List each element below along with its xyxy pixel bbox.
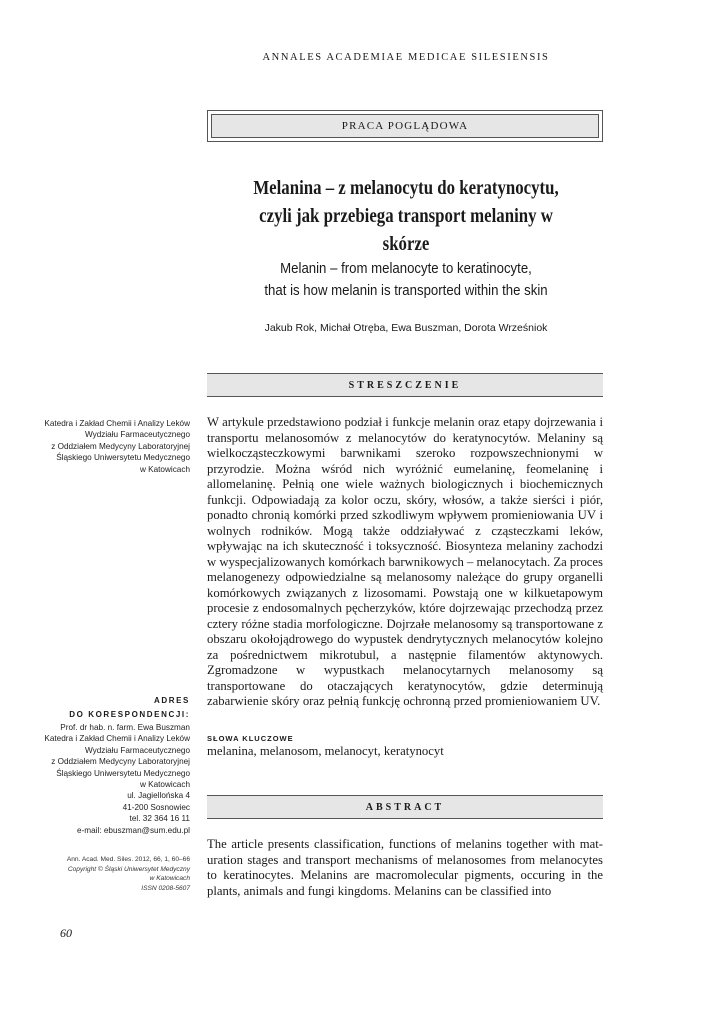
affiliation-line: Wydziału Farmaceutycznego — [84, 430, 190, 440]
section-heading-abstract: ABSTRACT — [207, 795, 603, 819]
correspondence-line: tel. 32 364 16 11 — [129, 814, 190, 824]
affiliation-line: Katedra i Zakład Chemii i Analizy Leków — [44, 419, 190, 428]
correspondence-line: Śląskiego Uniwersytetu Medycznego — [56, 768, 190, 778]
correspondence-line: Katedra i Zakład Chemii i Analizy Leków — [44, 734, 190, 744]
citation-place: w Katowicach — [149, 875, 190, 882]
article-type-label: PRACA POGLĄDOWA — [211, 114, 599, 138]
correspondence-heading-line: DO KORESPONDENCJI: — [69, 710, 190, 719]
title-english-line-2: that is how melanin is transported within the skin — [264, 282, 548, 299]
affiliation-line: z Oddziałem Medycyny Laboratoryjnej — [51, 441, 190, 451]
citation-ref: Ann. Acad. Med. Siles. 2012, 66, 1, 60–66 — [66, 856, 190, 863]
correspondence-line: Wydziału Farmaceutycznego — [84, 745, 190, 755]
correspondence-heading — [20, 694, 190, 722]
correspondence-line: z Oddziałem Medycyny Laboratoryjnej — [51, 757, 190, 767]
correspondence-email[interactable]: e-mail: ebuszman@sum.edu.pl — [77, 825, 190, 835]
journal-name: ANNALES ACADEMIAE MEDICAE SILESIENSIS — [262, 52, 550, 63]
streszczenie-text: W artykule przedstawiono podział i funkcje melanin oraz etapy dojrzewania i transportu melanosomów z melanocytów do keratynocytów. Melaniny są wielkocząsteczkowymi barwnikami szeroko rozpowszechnionymi w przyrodzie. Można wśród nich wyróżnić eumelaninę, feomelaninę i allomelaninę. Pełnią one wiele ważnych biologicznych i biochemicznych funkcji. Odpowiadają za kolor oczu, skóry, włosów, a także sierści i piór, ponadto chronią komórki przed szkodliwym wpływem promieniowania UV i wolnych rodników. Mogą także oddziaływać z cząsteczkami leków, wpływając na ich skuteczność i toksyczność. Biosynteza melaniny zachodzi w wyspecjalizowanych komórkach barwnikowych – melanocytach. Za proces melanogenezy odpowiedzialne są melanosomy należące do grupy organelli komórkowych związanych z lizosomami. Powstają one w kilkuetapowym procesie z endosomalnych pęcherzyków, które dojrzewając przechodzą przez cztery różne stadia morfologiczne. Dojrzałe melanosomy są transportowane z obszaru okołojądrowego do wypustek dendrytycznych melanocytów kolejno za pośrednictwem mikrotubul, a następnie filamentów aktynowych. Zgromadzone w wypustkach melanocytarnych melanosomy są transportowane do otaczających keratynocytów, gdzie determinują zabarwienie skóry oraz pełnią funkcję ochronną przed promieniowaniem UV. — [207, 415, 603, 708]
citation-copyright: Copyright © Śląski Uniwersytet Medyczny — [67, 865, 190, 873]
correspondence-line: w Katowicach — [139, 780, 190, 790]
title-polish — [243, 174, 569, 258]
citation — [20, 855, 190, 893]
title-polish-line-1: Melanina – z melanocytu do keratynocytu, — [253, 177, 559, 199]
title-english-line-1: Melanin – from melanocyte to keratinocyte, — [280, 260, 532, 277]
correspondence-heading-line: ADRES — [153, 696, 190, 705]
title-english — [231, 258, 581, 302]
section-heading-streszczenie: STRESZCZENIE — [207, 373, 603, 397]
keywords-label: SŁOWA KLUCZOWE — [207, 734, 294, 743]
affiliation-line: Śląskiego Uniwersytetu Medycznego — [56, 453, 190, 463]
authors: Jakub Rok, Michał Otręba, Ewa Buszman, Dorota Wrześniok — [264, 322, 548, 334]
citation-issn: ISSN 0208-5607 — [141, 884, 190, 892]
correspondence-line: 41-200 Sosnowiec — [122, 802, 190, 812]
keywords: melanina, melanosom, melanocyt, keratynocyt — [207, 744, 444, 758]
article-type-box — [207, 110, 603, 142]
affiliation — [20, 418, 190, 475]
correspondence-line: ul. Jagiellońska 4 — [127, 791, 190, 801]
abstract-text: The article presents classification, functions of melanins together with maturation stages and transport mechanisms of melanosomes from melanocytes to keratinocytes. Melanins are macromolecular pigments, occuring in the plants, animals and fungi kingdoms. Melanins can be classified into — [207, 837, 603, 898]
correspondence-address — [20, 722, 190, 836]
title-polish-line-2: czyli jak przebiega transport melaniny w skórze — [259, 205, 553, 255]
affiliation-line: w Katowicach — [139, 464, 190, 474]
page-number: 60 — [60, 926, 72, 940]
correspondence-line: Prof. dr hab. n. farm. Ewa Buszman — [60, 723, 190, 732]
